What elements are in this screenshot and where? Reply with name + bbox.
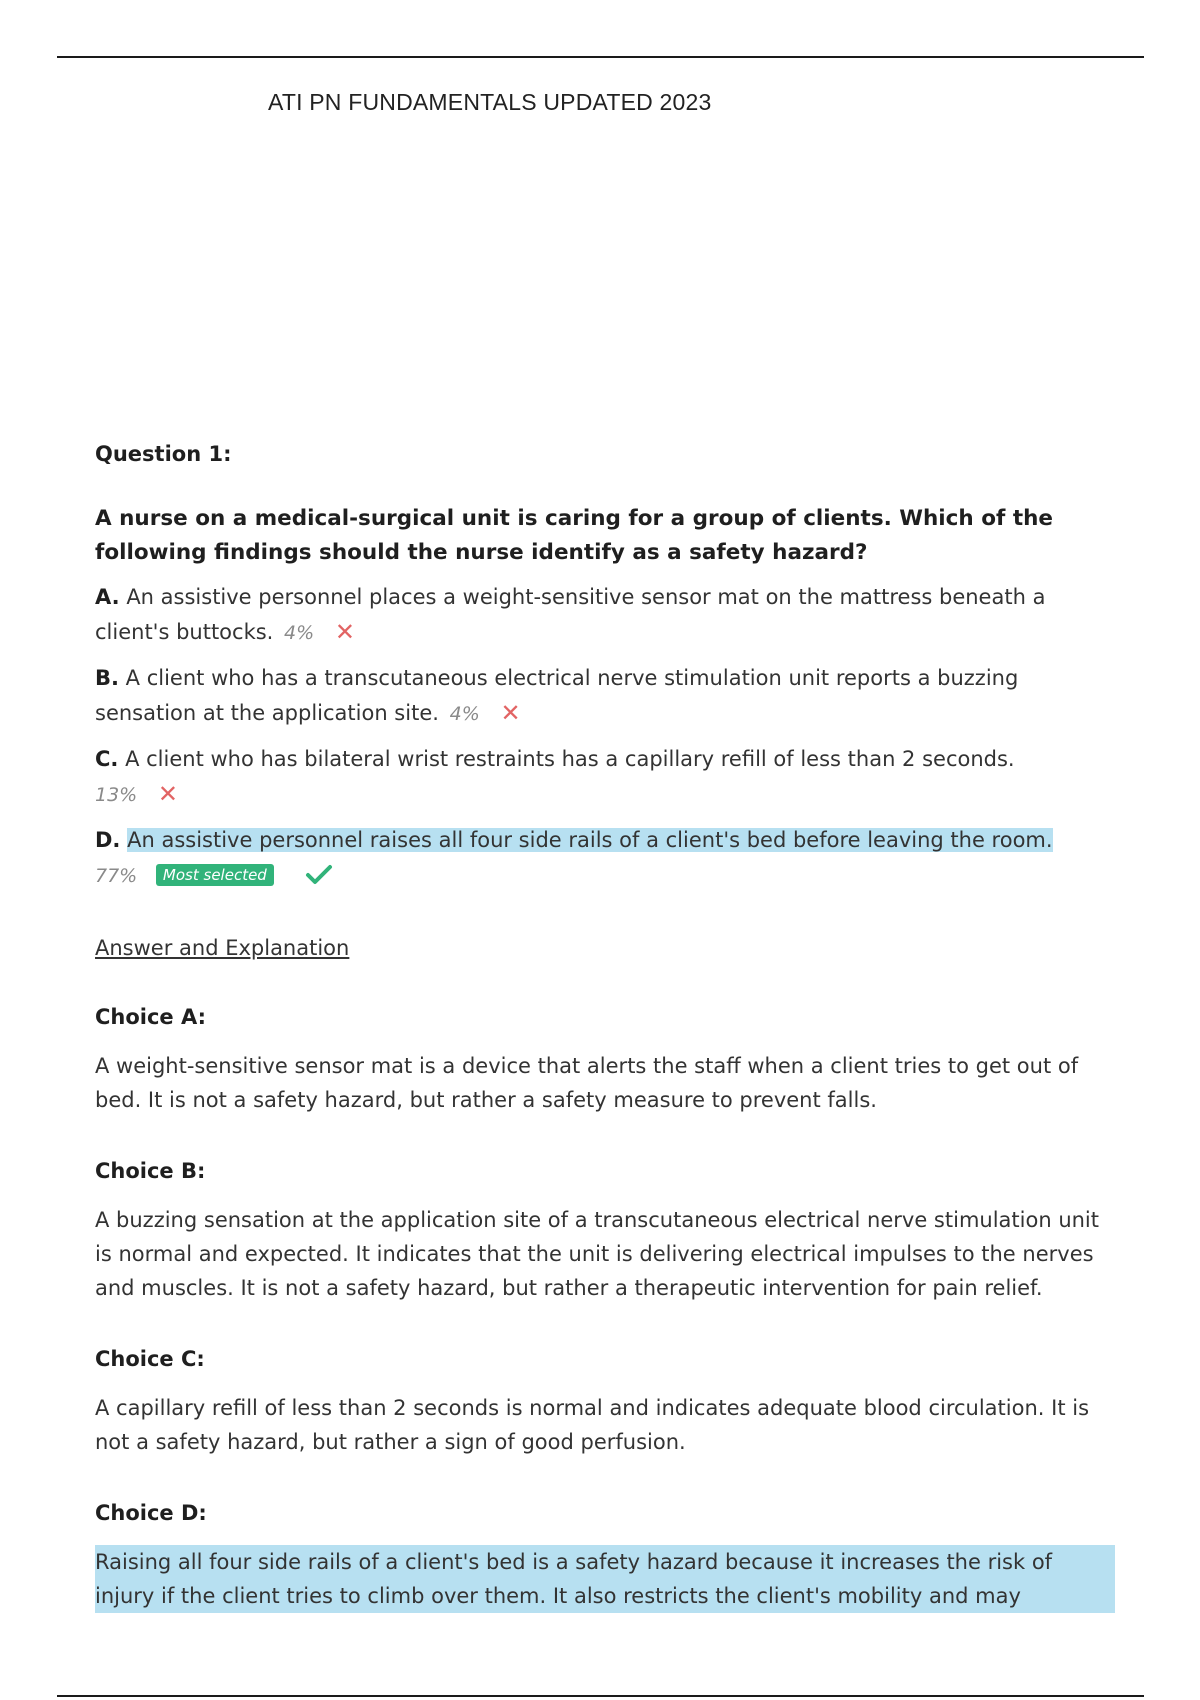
option-text-highlighted: An assistive personnel raises all four side rails of a client's bed before leaving the room. [127,828,1053,852]
choice-heading: Choice A: [95,1005,207,1029]
incorrect-x-icon: ✕ [157,780,179,808]
incorrect-x-icon: ✕ [500,699,521,727]
option-text: A client who has bilateral wrist restraints has a capillary refill of less than 2 seconds. [125,747,1015,771]
option-a[interactable] [95,580,1105,651]
explanation-a [95,1003,1105,1117]
bottom-rule [57,1695,1144,1697]
option-percent: 13% [95,784,138,806]
option-c[interactable] [95,742,1105,813]
option-percent: 77% [95,865,138,887]
choice-heading: Choice C: [95,1347,205,1371]
option-letter: D. [95,828,121,852]
choice-text: A weight-sensitive sensor mat is a device that alerts the staff when a client tries to get out of bed. It is not a safety hazard, but rather a safety measure to prevent falls. [95,1054,1079,1112]
option-b[interactable] [95,661,1105,732]
most-selected-badge: Most selected [156,864,274,886]
choice-text: A capillary refill of less than 2 seconds is normal and indicates adequate blood circulation. It is not a safety hazard, but rather a sign of good perfusion. [95,1396,1090,1454]
choice-text-wrapper [95,1545,1105,1613]
choice-heading: Choice B: [95,1159,206,1183]
answer-explanation-link[interactable]: Answer and Explanation [95,936,350,960]
choice-heading: Choice D: [95,1501,207,1525]
option-letter: A. [95,585,120,609]
option-d[interactable] [95,823,1105,897]
question-label: Question 1: [95,442,232,466]
explanation-b [95,1157,1105,1305]
document-title: ATI PN FUNDAMENTALS UPDATED 2023 [268,89,712,115]
top-rule [57,56,1144,58]
correct-check-icon [305,862,333,897]
option-letter: B. [95,666,119,690]
option-text: A client who has a transcutaneous electrical nerve stimulation unit reports a buzzing sensation at the application site. [95,666,1019,725]
option-text: An assistive personnel places a weight-sensitive sensor mat on the mattress beneath a client's buttocks. [95,585,1046,644]
question-stem: A nurse on a medical-surgical unit is caring for a group of clients. Which of the following findings should the nurse identify as a safety hazard? [95,506,1053,565]
choice-text-highlighted: Raising all four side rails of a client's bed is a safety hazard because it increases the risk of injury if the client tries to climb over them. It also restricts the client's mobility and may [95,1545,1115,1613]
option-percent: 4% [284,622,315,644]
choice-text: A buzzing sensation at the application site of a transcutaneous electrical nerve stimulation unit is normal and expected. It indicates that the unit is delivering electrical impulses to the nerves and muscles. It is not a safety hazard, but rather a therapeutic intervention for pain relief. [95,1208,1100,1300]
incorrect-x-icon: ✕ [334,618,355,646]
option-percent: 4% [449,703,480,725]
explanation-d [95,1499,1105,1613]
question-content [95,440,1105,1613]
explanation-c [95,1345,1105,1459]
option-letter: C. [95,747,119,771]
